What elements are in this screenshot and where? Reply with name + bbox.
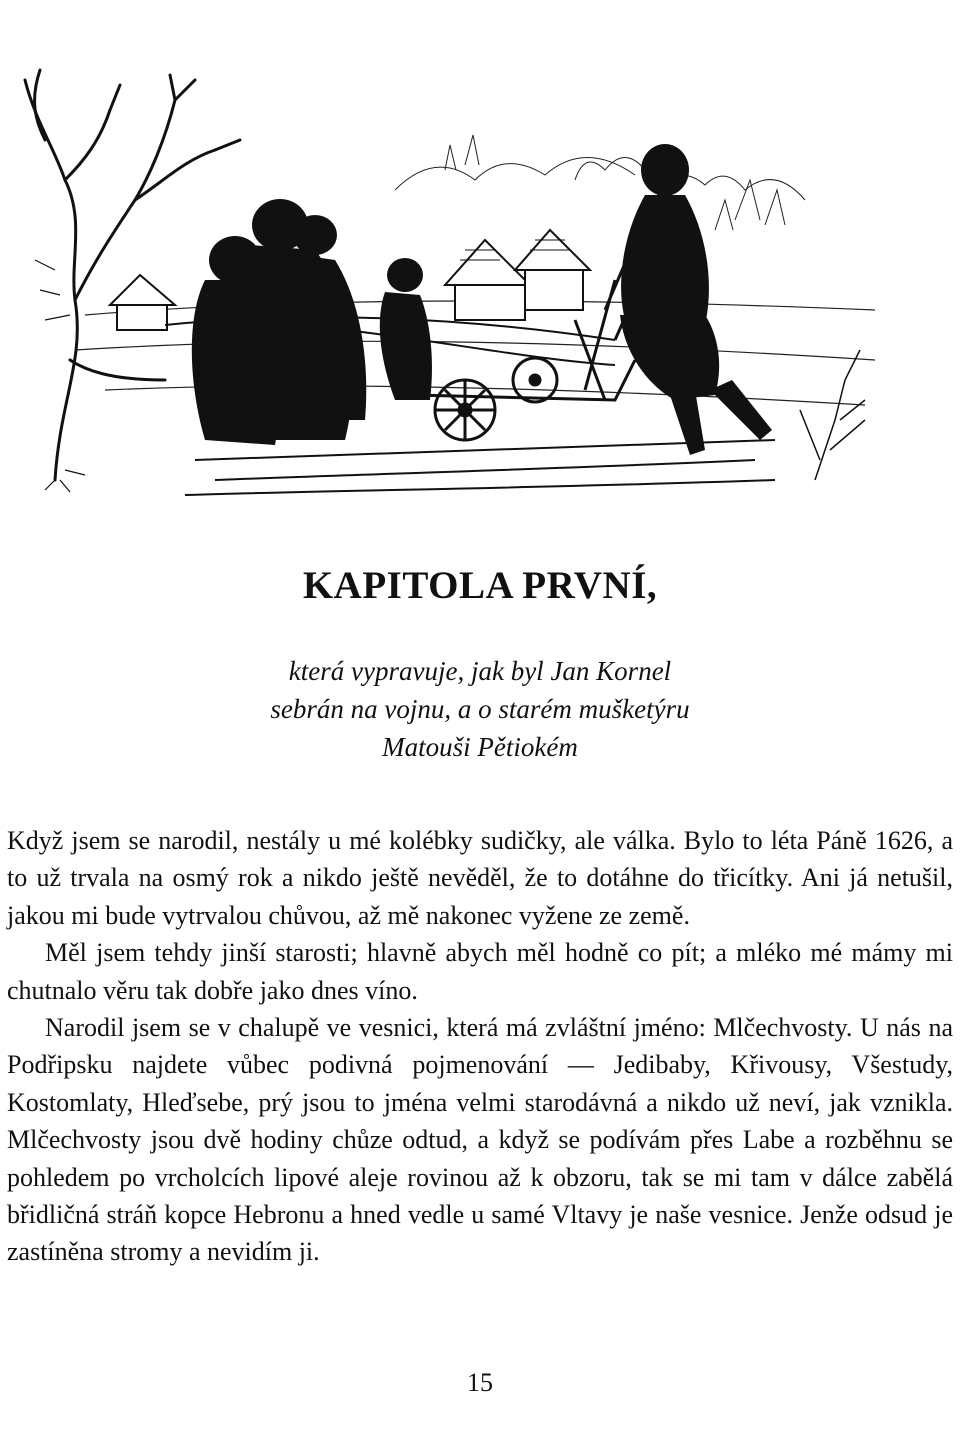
chapter-body [7, 822, 953, 1271]
paragraph: Měl jsem tehdy jinší starosti; hlavně abych měl hodně co pít; a mléko mé mámy mi chutnalo věru tak dobře jako dnes víno. [7, 938, 953, 1005]
paragraph: Když jsem se narodil, nestály u mé kolébky sudičky, ale válka. Bylo to léta Páně 1626, a to už trvala na osmý rok a nikdo ještě nevěděl, že to dotáhne do třicítky. Ani já netušil, jakou mi bude vytrvalou chůvou, až mě nakonec vyžene ze země. [7, 826, 953, 930]
paragraph: Narodil jsem se v chalupě ve vesnici, která má zvláštní jméno: Mlčechvosty. U nás na Podřipsku najdete vůbec podivná pojmenování — Jedibaby, Křivousy, Všestudy, Kostomlaty, Hleďsebe, prý jsou to jména velmi starodávná a nikdo už neví, jak vznikla. Mlčechvosty jsou dvě hodiny chůze odtud, a když se podívám přes Labe a rozběhnu se pohledem po vrcholcích lipové aleje rovinou až k obzoru, tak se mi tam v dálce zabělá břidličná stráň kopce Hebronu a hned vedle u samé Vltavy je naše vesnice. Jenže odsud je zastíněna stromy a nevidím ji. [7, 1013, 953, 1267]
subtitle-line: která vypravuje, jak byl Jan Kornel [288, 656, 672, 686]
chapter-subtitle [0, 652, 960, 766]
page-number: 15 [467, 1368, 493, 1397]
subtitle-line: Matouši Pětiokém [382, 732, 578, 762]
subtitle-line: sebrán na vojnu, a o starém mušketýru [270, 694, 690, 724]
plowing-scene-illustration [15, 60, 875, 500]
chapter-title: KAPITOLA PRVNÍ, [302, 564, 658, 607]
